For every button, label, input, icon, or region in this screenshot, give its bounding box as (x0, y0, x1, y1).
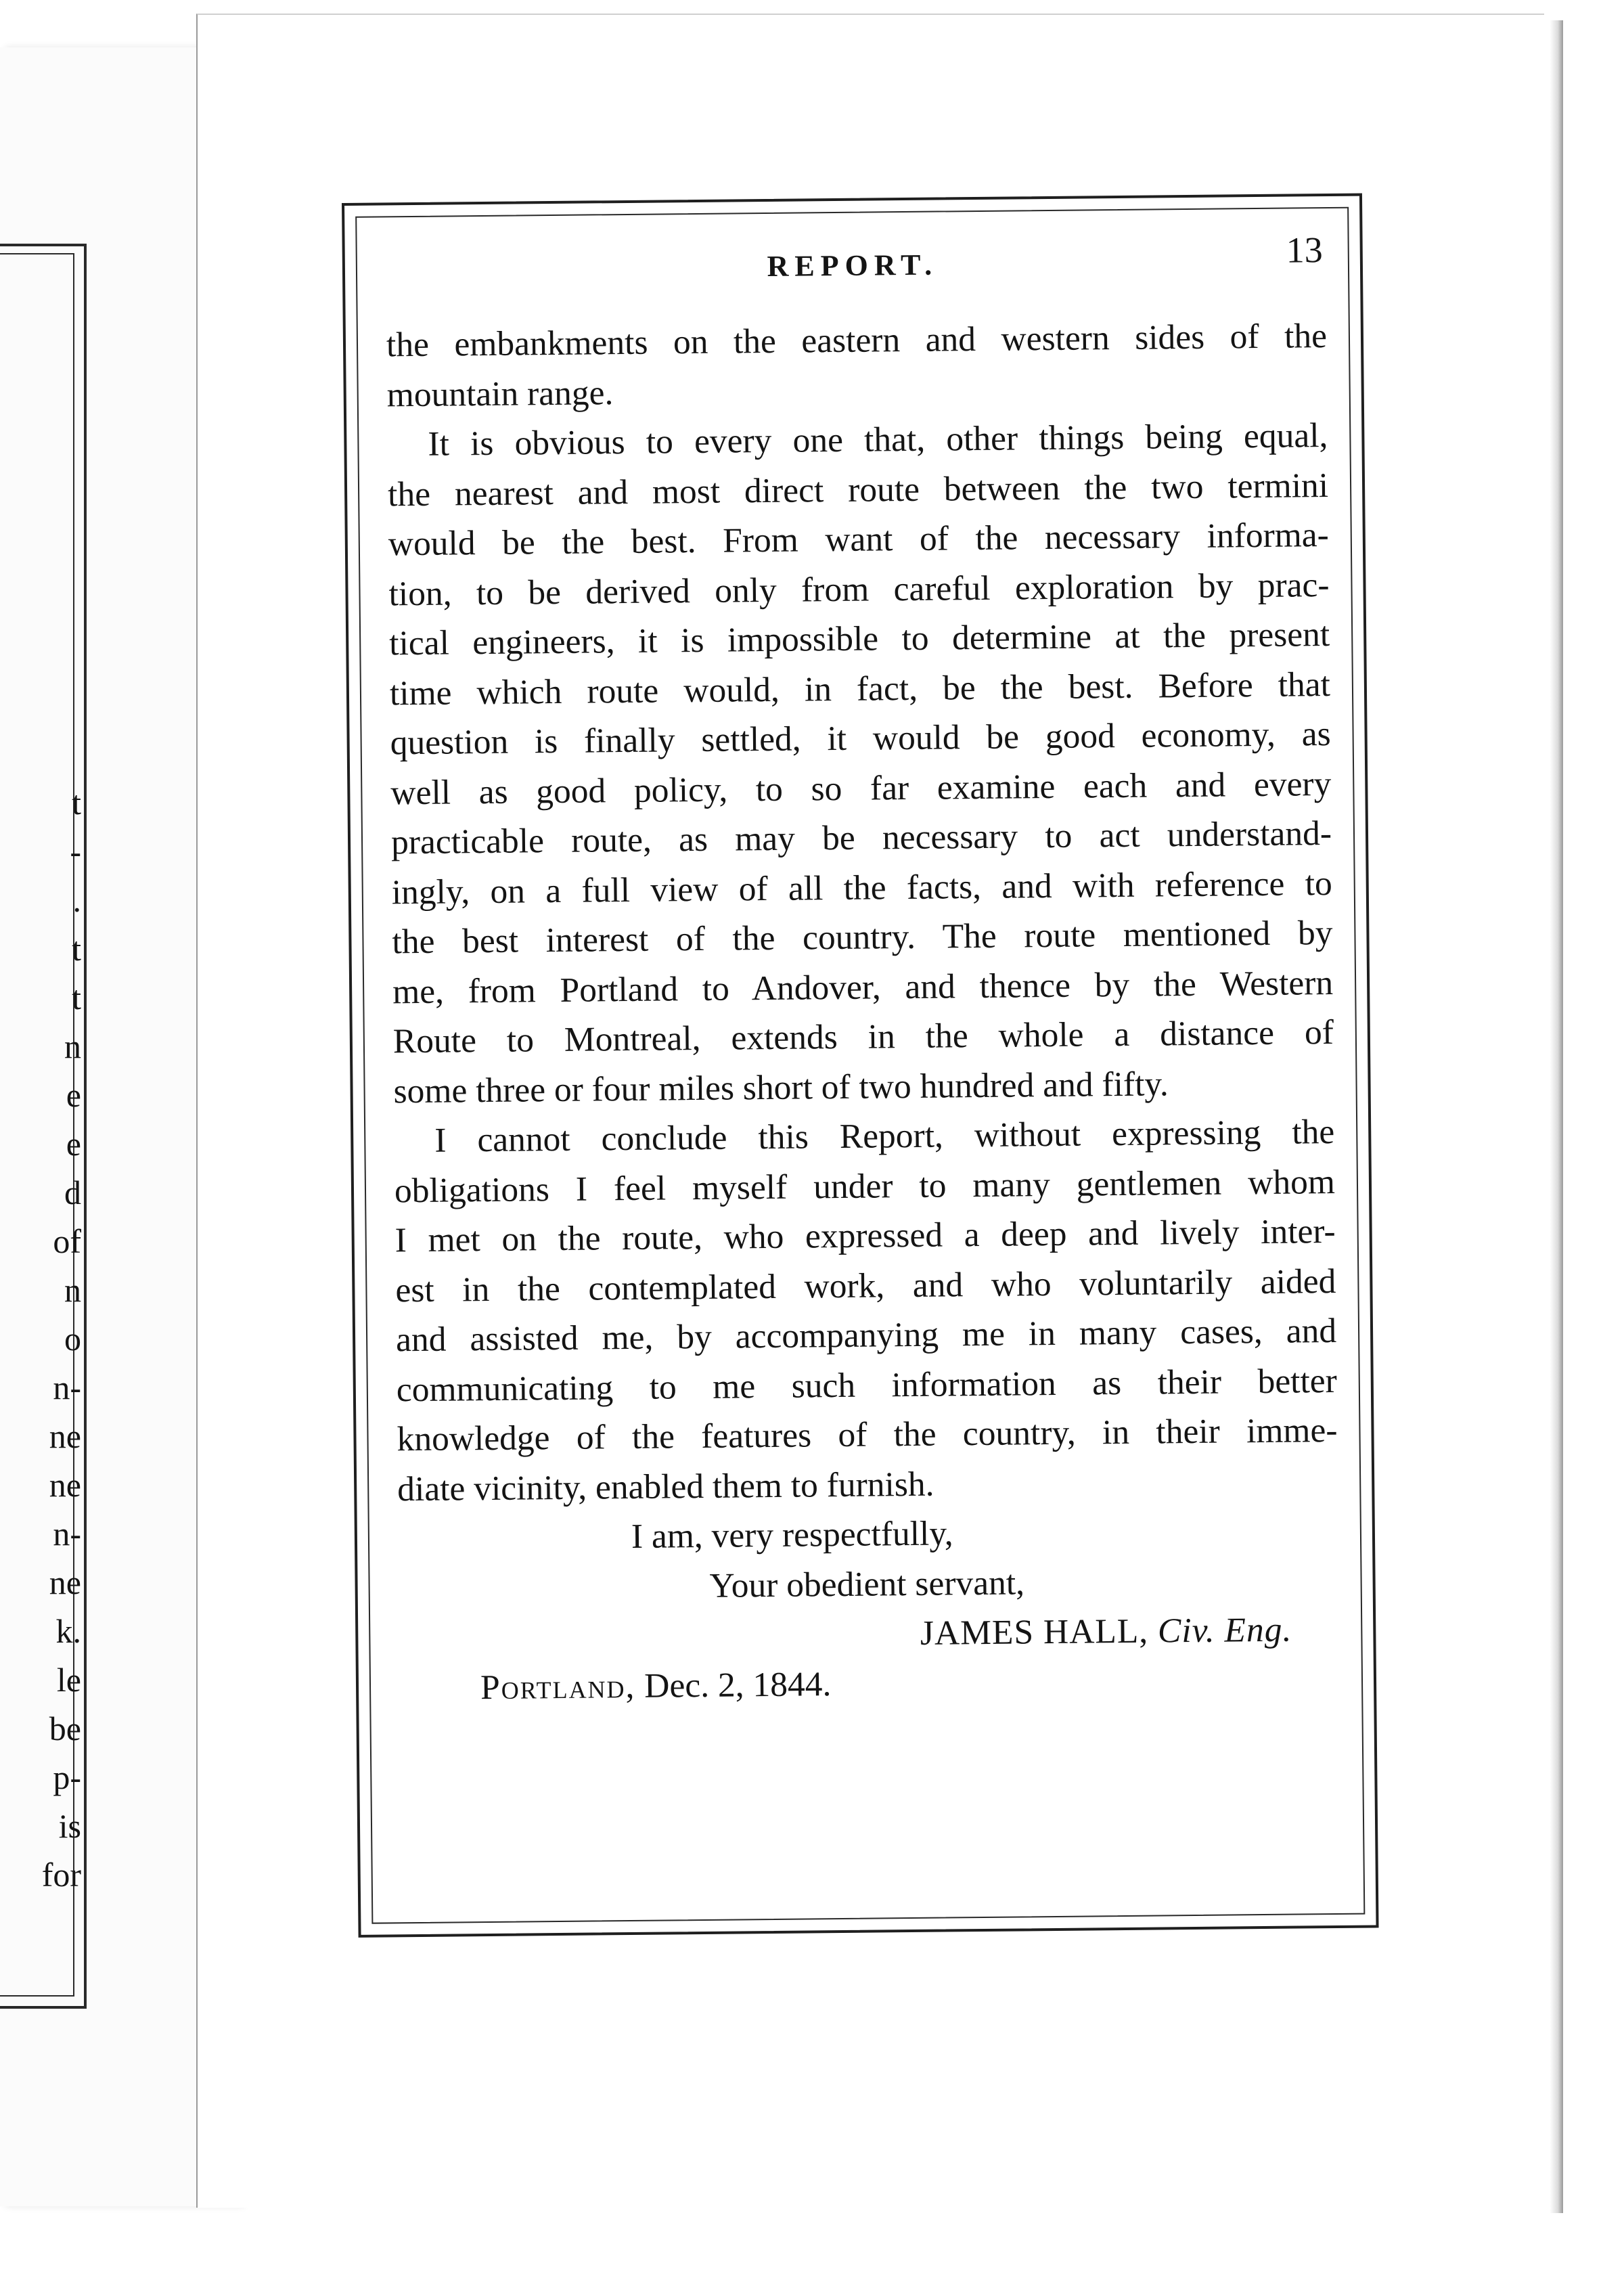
running-head: REPORT. (767, 248, 939, 283)
signature-title: Civ. Eng. (1157, 1610, 1292, 1651)
text-line: the nearest and most direct route between the two termini (387, 466, 1329, 514)
closing-salutation: I am, very respectfully, (631, 1514, 953, 1556)
text-line: diate vicinity, enabled them to furnish. (397, 1465, 934, 1509)
text-line: tion, to be derived only from careful exploration by prac- (388, 565, 1330, 613)
dateline-date: Dec. 2, 1844. (644, 1664, 832, 1706)
fragment: for (41, 1856, 81, 1894)
text-line: It is obvious to every one that, other things being equal, (428, 416, 1328, 464)
fragment: is (58, 1807, 81, 1845)
fragment: n (64, 1271, 81, 1309)
fragment: d (64, 1174, 81, 1211)
text-line: tical engineers, it is impossible to determine at the present (388, 615, 1330, 663)
dateline (399, 1654, 1340, 1713)
fragment: t (72, 784, 81, 822)
text-line: me, from Portland to Andover, and thence by the Western (392, 963, 1334, 1011)
text-line: the best interest of the country. The route mentioned by (392, 913, 1333, 962)
fragment: t (72, 979, 81, 1017)
text-line: obligations I feel myself under to many gentlemen whom (394, 1162, 1336, 1210)
text-line: time which route would, in fact, be the best. Before that (389, 665, 1331, 713)
text-line: communicating to me such information as their better (396, 1361, 1338, 1409)
closing-valediction: Your obedient servant, (709, 1563, 1025, 1605)
text-line: I cannot conclude this Report, without expressing the (434, 1112, 1335, 1160)
text-line: and assisted me, by accompanying me in many cases, and (395, 1311, 1337, 1360)
dateline-place: Portland, (480, 1666, 636, 1707)
text-line: knowledge of the features of the country, in their imme- (397, 1410, 1338, 1459)
page-frame (342, 194, 1379, 1938)
text-line: question is finally settled, it would be good economy, as (390, 715, 1331, 763)
fragment: k. (55, 1612, 81, 1650)
page-number: 13 (1286, 229, 1324, 271)
text-line: Route to Montreal, extends in the whole a distance of (392, 1012, 1334, 1061)
text-line: est in the contemplated work, and who voluntarily aided (395, 1262, 1336, 1310)
signature-name: JAMES HALL, (920, 1611, 1149, 1653)
fragment: n- (53, 1515, 81, 1553)
fragment: ne (49, 1417, 81, 1455)
fragment: ne (49, 1466, 81, 1504)
signature (399, 1605, 1340, 1664)
text-line: the embankments on the eastern and western sides of the (386, 317, 1328, 365)
text-line: I met on the route, who expressed a deep and lively inter- (394, 1211, 1336, 1260)
fragment: n (64, 1027, 81, 1065)
text-line: practicable route, as may be necessary to act understand- (390, 814, 1332, 862)
fragment: e (66, 1076, 81, 1114)
fragment: . (72, 881, 81, 919)
text-line: ingly, on a full view of all the facts, and with reference to (391, 864, 1332, 912)
fragment: p- (53, 1758, 81, 1796)
text-line: some three or four miles short of two hundred and fifty. (393, 1064, 1169, 1111)
fragment: o (64, 1320, 81, 1358)
fragment: n- (53, 1368, 81, 1406)
fragment: e (66, 1125, 81, 1163)
fragment: of (53, 1222, 81, 1260)
fragment: be (49, 1710, 81, 1747)
report-text (386, 311, 1340, 1713)
text-line: would be the best. From want of the necessary informa- (388, 516, 1330, 564)
text-line: well as good policy, to so far examine each and every (390, 764, 1332, 812)
page-edge-shadow (1550, 20, 1563, 2213)
text-line: mountain range. (386, 373, 614, 414)
fragment: le (56, 1661, 81, 1699)
fragment: ne (49, 1563, 81, 1601)
previous-page-text-fragments (0, 778, 81, 1899)
fragment: t (72, 930, 81, 968)
fragment: - (70, 832, 81, 870)
